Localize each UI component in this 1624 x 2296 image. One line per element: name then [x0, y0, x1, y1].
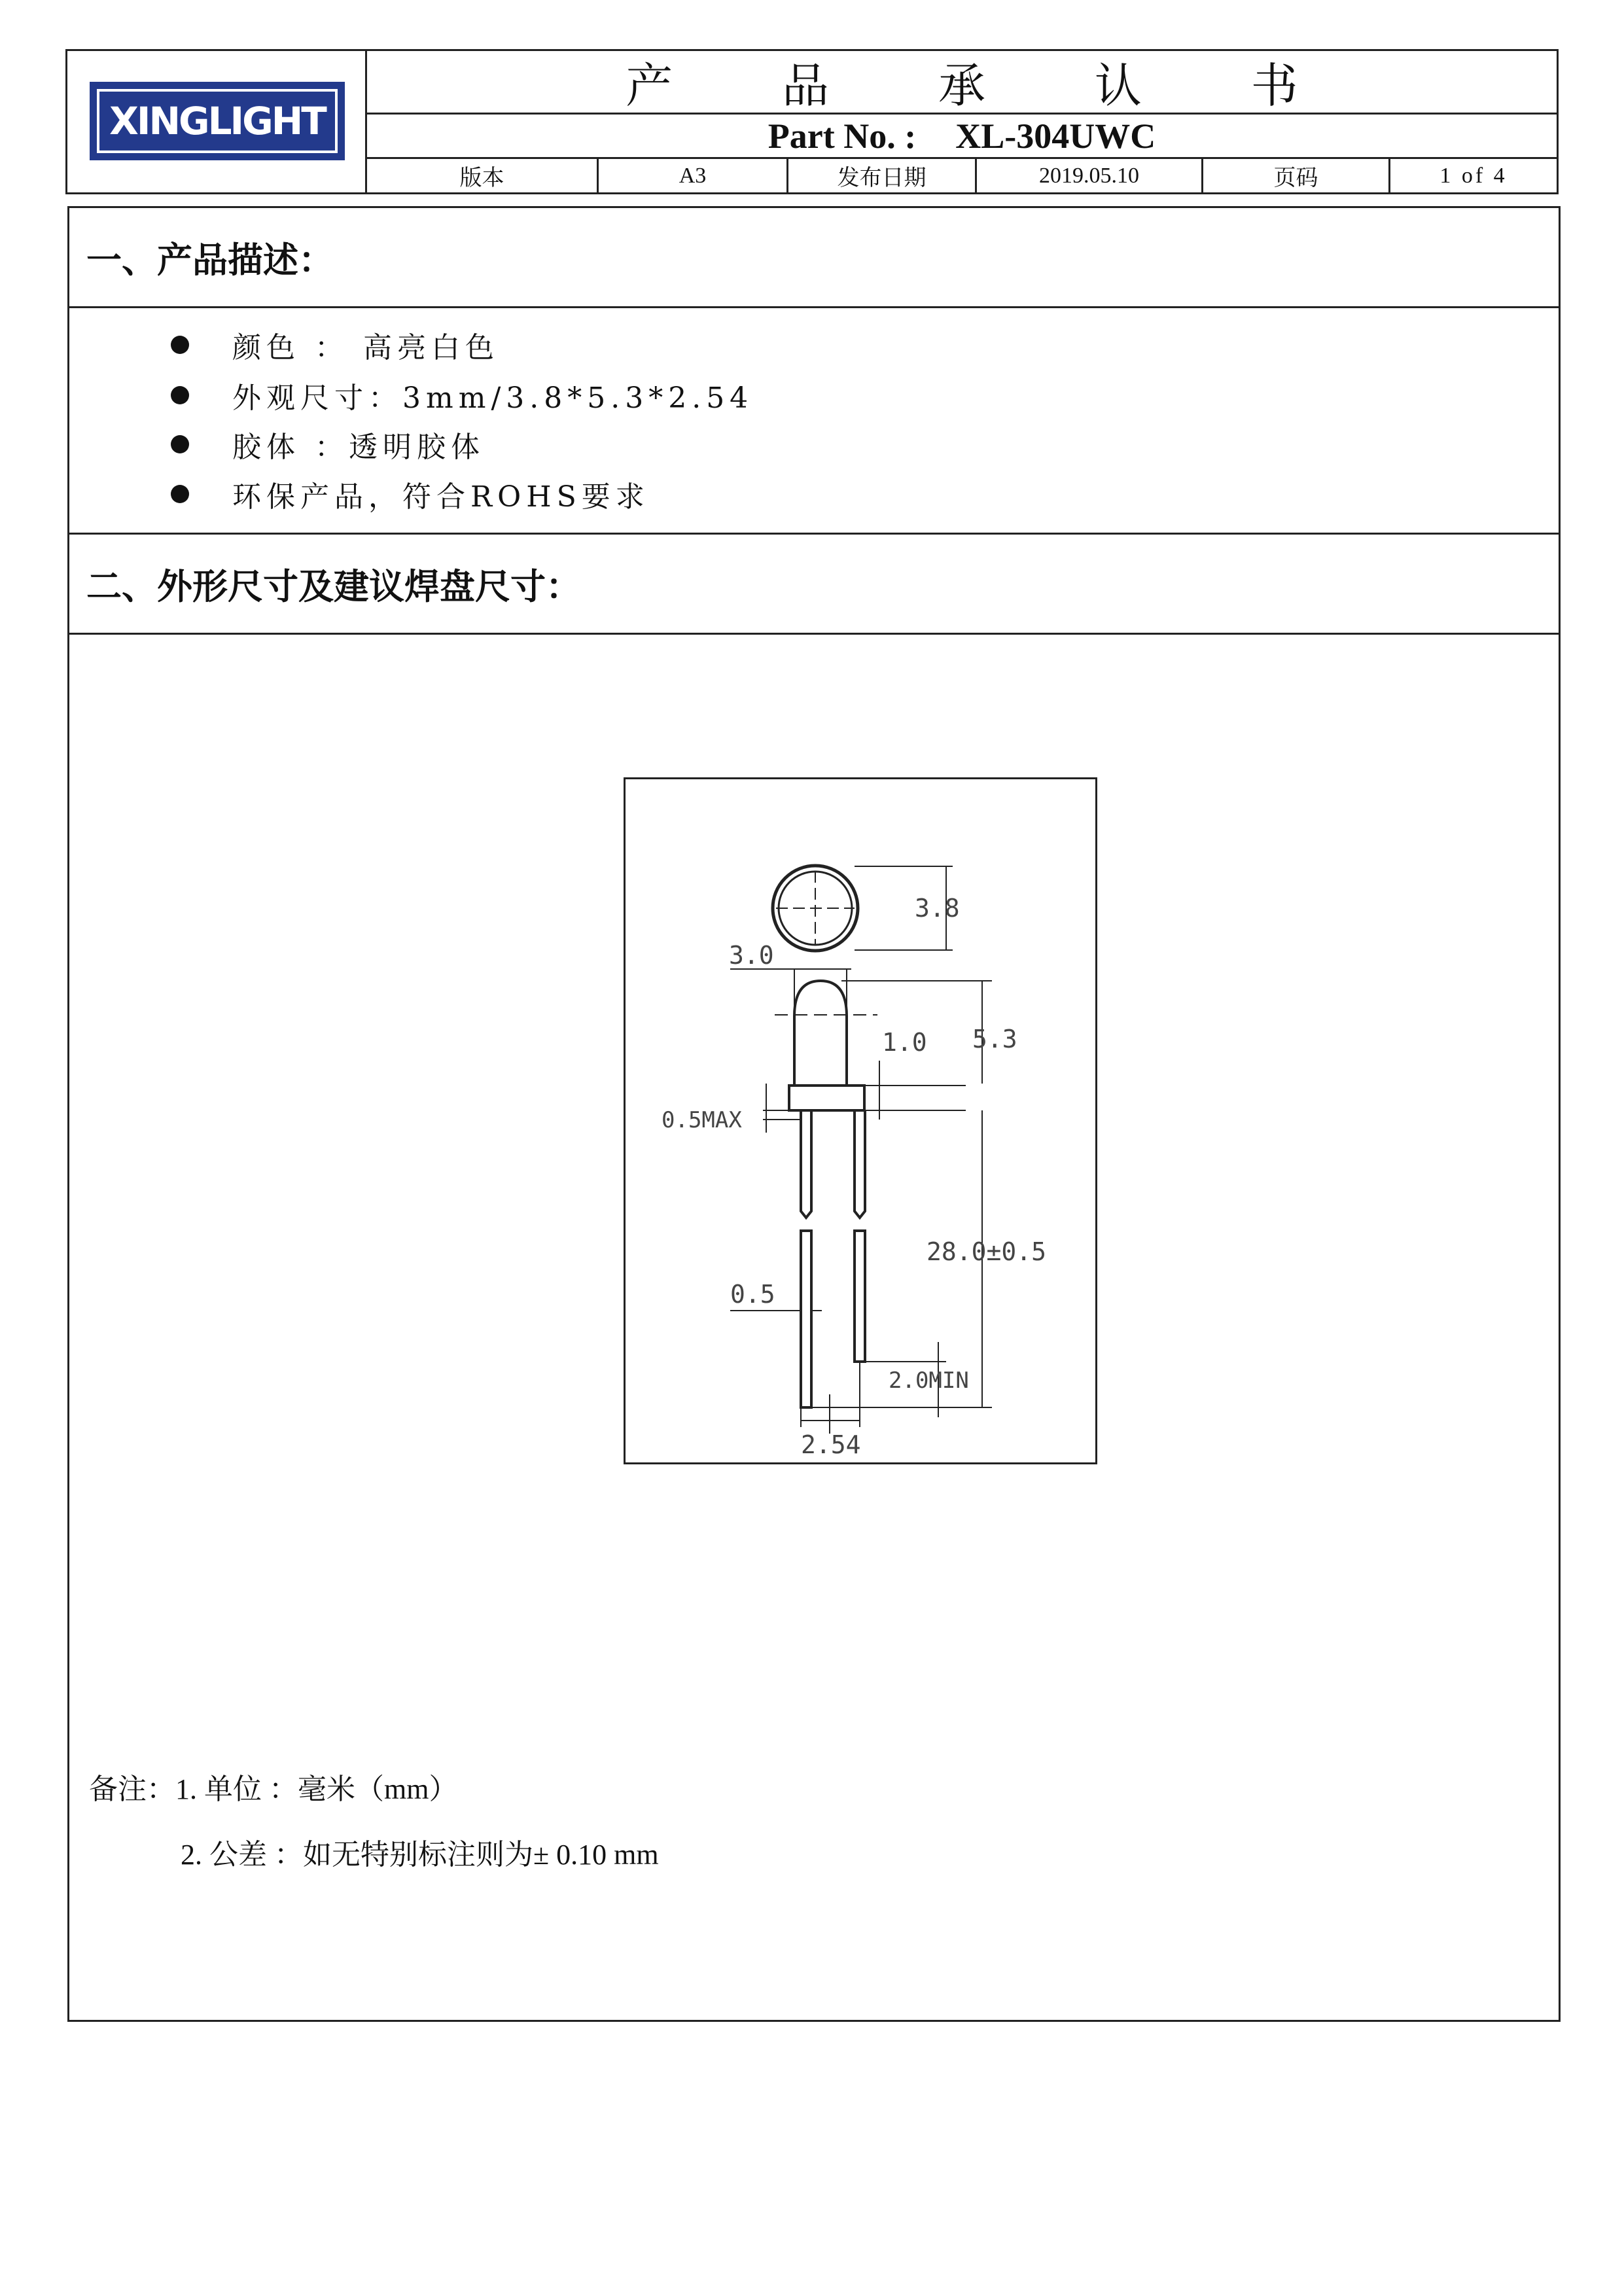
logo-frame	[97, 89, 338, 153]
dim-label: 0.5MAX	[662, 1107, 742, 1133]
dim-label: 2.54	[801, 1430, 861, 1459]
lens-body	[794, 981, 847, 1087]
page-label: 页码	[1203, 159, 1390, 192]
divider	[69, 633, 1559, 635]
list-item: 环保产品，符合ROHS要求	[171, 473, 650, 515]
logo-text: XINGLIGHT	[109, 99, 325, 143]
lead-left-lower	[801, 1231, 811, 1407]
version-label: 版本	[367, 159, 599, 192]
company-logo	[90, 82, 345, 160]
bullet-icon	[171, 336, 189, 354]
dim-label: 0.5	[730, 1280, 775, 1309]
note-line-1: 备注：1. 单位 ：毫米（mm）	[89, 1773, 458, 1805]
content-frame	[67, 206, 1561, 2022]
list-item: 胶体 ：透明胶体	[171, 423, 485, 465]
dim-label: 5.3	[972, 1025, 1017, 1053]
bullet-icon	[171, 386, 189, 404]
release-date-label: 发布日期	[788, 159, 977, 192]
page-number: 1 of 4	[1439, 163, 1508, 188]
dim-label: 2.0MIN	[889, 1368, 969, 1394]
list-item: 外观尺寸：3mm/3.8*5.3*2.54	[171, 374, 753, 416]
dim-label: 3.0	[729, 941, 774, 970]
document-title: 产 品 承 认 书	[367, 51, 1557, 115]
dim-label: 1.0	[882, 1028, 927, 1057]
logo-cell	[67, 51, 367, 192]
divider	[69, 306, 1559, 308]
part-number-value: XL-304UWC	[955, 116, 1156, 156]
note-line-2: 2. 公差 ：如无特别标注则为± 0.10 mm	[181, 1839, 659, 1871]
lead-left-upper	[801, 1110, 811, 1218]
release-date-value: 2019.05.10	[977, 159, 1203, 192]
lead-right-lower	[855, 1231, 865, 1362]
list-item: 颜色 ： 高亮白色	[171, 324, 499, 366]
led-dimension-drawing	[624, 777, 1097, 1464]
version-value: A3	[599, 159, 788, 192]
bullet-icon	[171, 435, 189, 453]
dim-label: 28.0±0.5	[927, 1237, 1047, 1266]
flange	[789, 1086, 864, 1110]
dim-label: 3.8	[915, 894, 960, 923]
part-number-row	[367, 115, 1557, 159]
led-outline-svg	[626, 779, 1095, 1462]
part-number-label: Part No. :	[768, 116, 917, 156]
section-title-dimensions: 二、外形尺寸及建议焊盘尺寸：	[86, 565, 581, 607]
section-title-description: 一、产品描述：	[86, 238, 334, 281]
document-header	[65, 49, 1559, 194]
bullet-icon	[171, 485, 189, 503]
lead-right-upper	[855, 1110, 865, 1218]
meta-row	[367, 159, 1557, 192]
